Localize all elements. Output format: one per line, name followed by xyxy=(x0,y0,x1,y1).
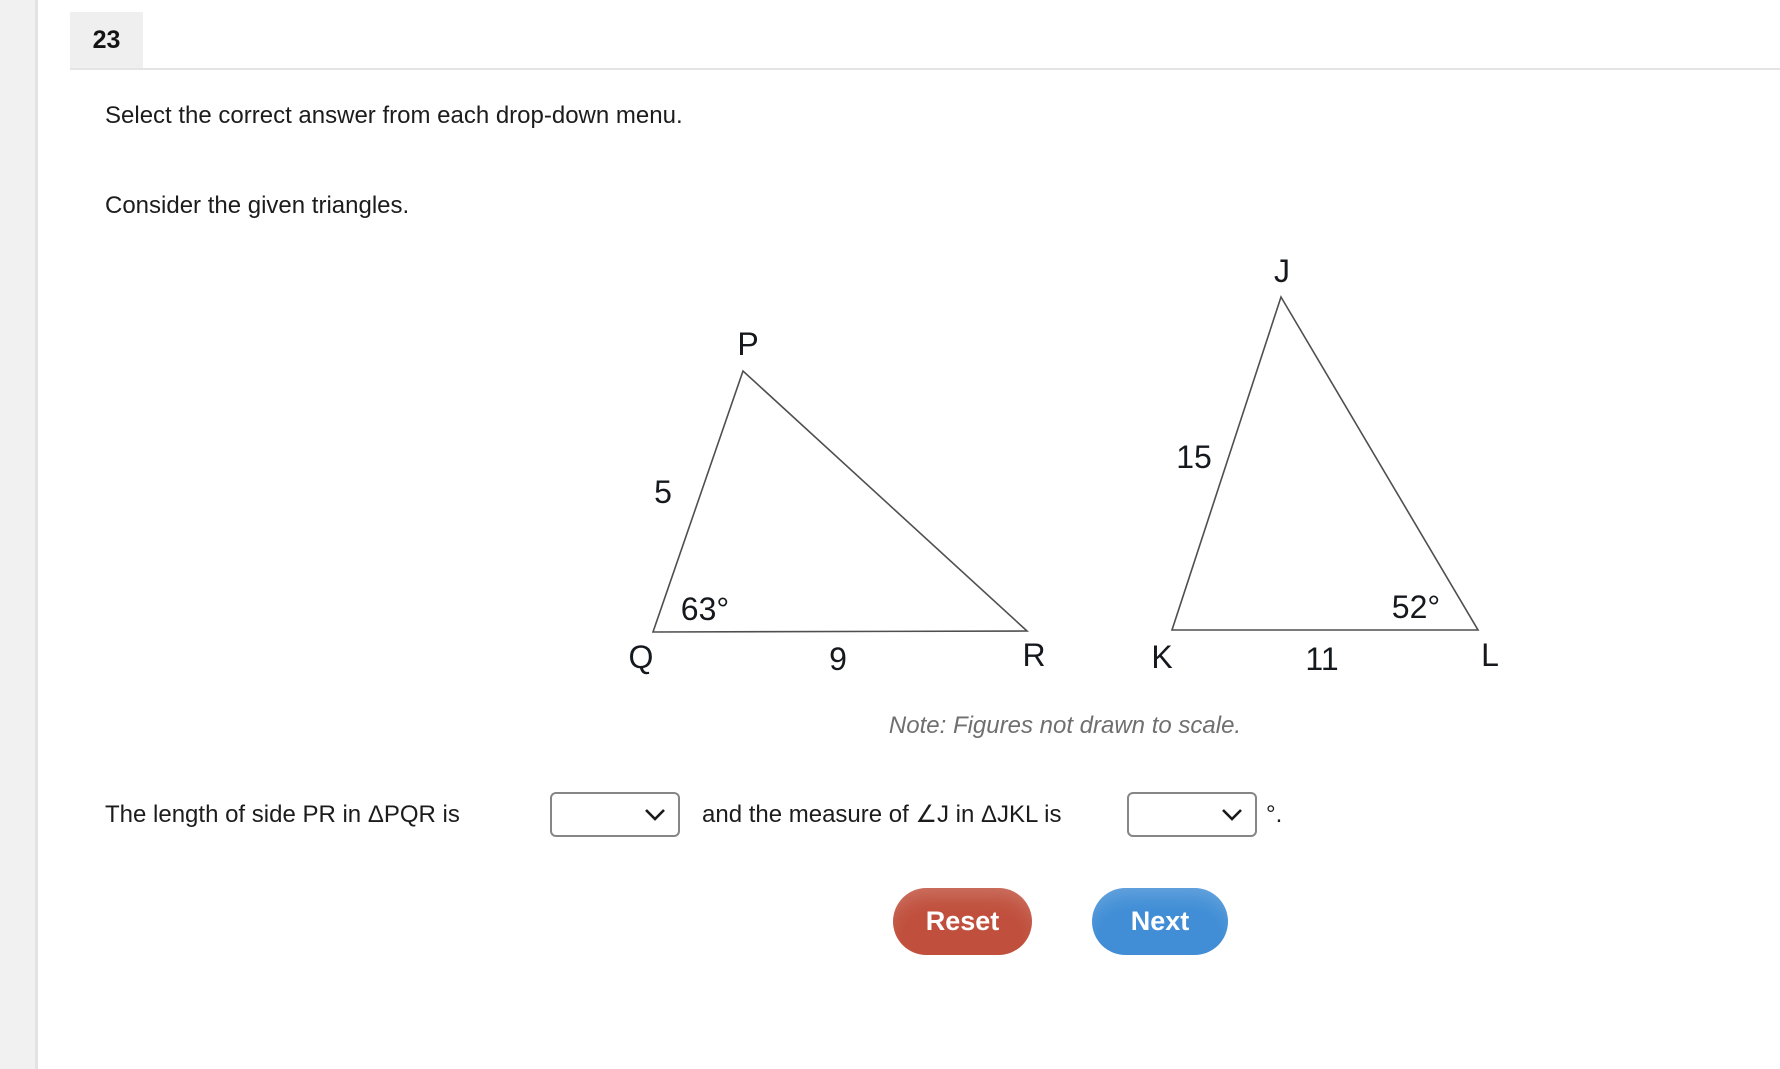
vertex-label-j: J xyxy=(1274,253,1290,289)
question-number: 23 xyxy=(92,25,121,54)
triangles-figure xyxy=(540,230,1550,690)
side-label-jk: 15 xyxy=(1176,439,1212,475)
vertex-label-q: Q xyxy=(628,639,654,675)
angle-j-dropdown[interactable] xyxy=(1127,792,1257,837)
instruction-line-2: Consider the given triangles. xyxy=(105,192,410,219)
question-text-part2: and the measure of ∠J in ΔJKL is xyxy=(702,801,1062,828)
side-label-qr: 9 xyxy=(829,641,847,677)
triangle-jkl-outline xyxy=(1172,297,1478,630)
degree-suffix: °. xyxy=(1266,801,1283,828)
vertex-label-p: P xyxy=(737,326,759,362)
question-text-part1: The length of side PR in ΔPQR is xyxy=(105,801,460,828)
angle-label-l: 52° xyxy=(1391,589,1441,625)
chevron-down-icon xyxy=(644,808,666,821)
vertex-label-r: R xyxy=(1022,637,1046,673)
tab-divider xyxy=(70,68,1780,70)
left-rail xyxy=(0,0,38,1069)
scale-note: Note: Figures not drawn to scale. xyxy=(888,712,1242,739)
instruction-line-1: Select the correct answer from each drop-down menu. xyxy=(105,102,683,129)
vertex-label-l: L xyxy=(1481,637,1499,673)
side-label-kl: 11 xyxy=(1305,641,1339,677)
next-button[interactable]: Next xyxy=(1092,888,1228,955)
angle-label-q: 63° xyxy=(680,591,730,627)
chevron-down-icon xyxy=(1221,808,1243,821)
pr-length-dropdown[interactable] xyxy=(550,792,680,837)
reset-button[interactable]: Reset xyxy=(893,888,1032,955)
question-number-tab[interactable] xyxy=(70,12,143,68)
vertex-label-k: K xyxy=(1151,639,1173,675)
side-label-pq: 5 xyxy=(654,474,672,510)
